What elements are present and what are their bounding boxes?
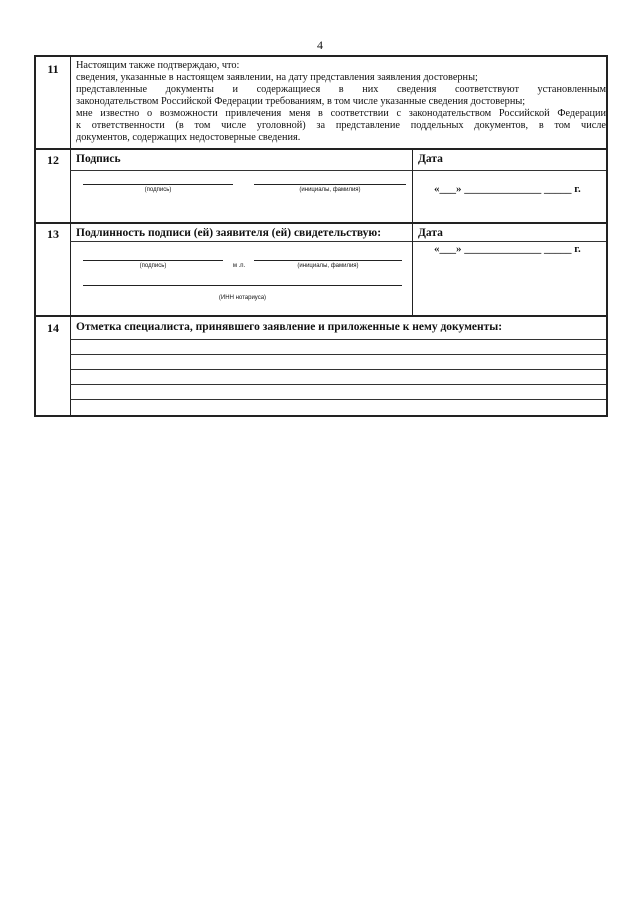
confirmation-line: Настоящим также подтверждаю, что:	[76, 60, 240, 71]
heading-underline	[70, 170, 606, 171]
note-line[interactable]	[70, 384, 606, 385]
name-line[interactable]	[254, 184, 406, 185]
specialist-note-heading: Отметка специалиста, принявшего заявление и приложенные к нему документы:	[76, 321, 503, 333]
name-caption: (инициалы, фамилия)	[297, 263, 359, 269]
confirmation-text	[76, 60, 606, 144]
signature-line[interactable]	[83, 260, 223, 261]
inn-caption: (ИНН нотариуса)	[218, 295, 267, 301]
row-12	[36, 150, 606, 222]
signature-heading: Подпись	[76, 153, 121, 165]
confirmation-line: законодательством Российской Федерации требованиям, в том числе указанные сведения достоверны;	[76, 96, 526, 107]
inn-line[interactable]	[83, 285, 402, 286]
row-number: 11	[47, 62, 59, 76]
date-field[interactable]: «___» ______________ _____ г.	[434, 243, 581, 255]
date-heading: Дата	[418, 227, 443, 239]
signature-caption: (подпись)	[139, 263, 167, 269]
date-column-divider	[412, 224, 413, 315]
note-line[interactable]	[70, 369, 606, 370]
note-line[interactable]	[70, 399, 606, 400]
heading-underline	[70, 241, 606, 242]
confirmation-line: представленные документы и содержащиеся в них сведения соответствуют установленным	[76, 84, 606, 95]
authenticity-heading: Подлинность подписи (ей) заявителя (ей) свидетельствую:	[76, 227, 382, 239]
row-11	[36, 57, 606, 148]
name-line[interactable]	[254, 260, 402, 261]
row-number: 13	[47, 227, 59, 241]
date-field[interactable]: «___» ______________ _____ г.	[434, 183, 581, 195]
row-14	[36, 317, 606, 417]
confirmation-line: сведения, указанные в настоящем заявлении, на дату представления заявления достоверны;	[76, 72, 478, 83]
date-column-divider	[412, 150, 413, 222]
confirmation-line: к ответственности (в том числе уголовной) за представление поддельных документов, в том числе	[76, 120, 606, 131]
form-table	[34, 55, 608, 417]
row-13	[36, 224, 606, 315]
row-number: 12	[47, 153, 59, 167]
stamp-caption: м .п.	[232, 263, 246, 269]
row-number: 14	[47, 321, 59, 335]
name-caption: (инициалы, фамилия)	[299, 187, 361, 193]
signature-line[interactable]	[83, 184, 233, 185]
confirmation-line: документов, содержащих недостоверные сведения.	[76, 132, 301, 143]
page-number: 4	[317, 38, 323, 52]
confirmation-line: мне известно о возможности привлечения меня в соответствии с законодательством Российской Федерации	[76, 108, 606, 119]
date-heading: Дата	[418, 153, 443, 165]
note-line[interactable]	[70, 339, 606, 340]
signature-caption: (подпись)	[144, 187, 172, 193]
note-line[interactable]	[70, 354, 606, 355]
